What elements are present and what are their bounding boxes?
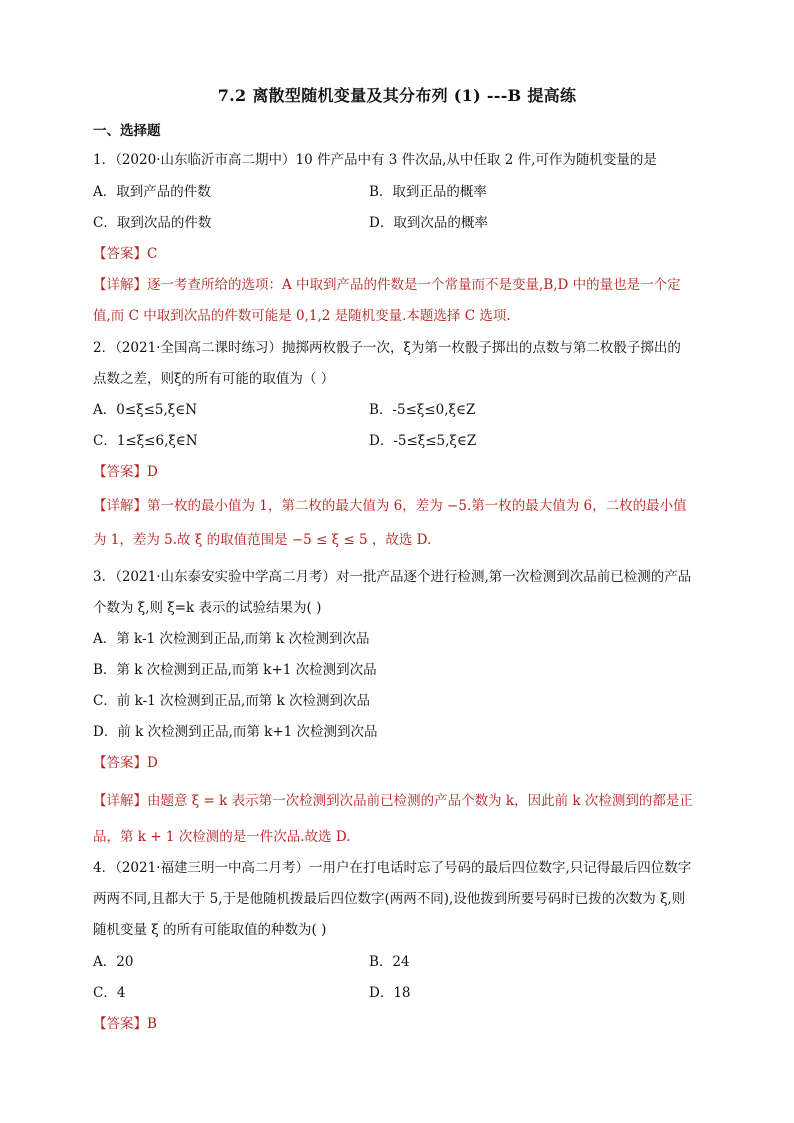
q1-option-b: B．取到正品的概率	[369, 184, 487, 200]
q3-option-a: A．第 k-1 次检测到正品,而第 k 次检测到次品	[93, 631, 370, 647]
q3-detail-line2: 品，第 k + 1 次检测的是一件次品.故选 D.	[93, 829, 351, 845]
q4-option-c: C．4	[93, 985, 126, 1001]
q4-answer: 【答案】B	[93, 1016, 157, 1032]
q3-detail-line1: 【详解】由题意 ξ = k 表示第一次检测到次品前已检测的产品个数为 k，因此前 k 次检测到的都是正	[93, 793, 693, 809]
q4-stem-line1: 4．（2021·福建三明一中高二月考）一用户在打电话时忘了号码的最后四位数字,只记得最后四位数字	[93, 860, 692, 876]
q1-option-a: A．取到产品的件数	[93, 184, 211, 200]
page-title: 7.2 离散型随机变量及其分布列 (1) ---B 提高练	[217, 86, 577, 105]
q1-answer: 【答案】C	[93, 246, 158, 262]
q4-option-a: A．20	[93, 954, 134, 970]
q2-option-d: D．-5≤ξ≤5,ξ∈Z	[369, 433, 477, 449]
q2-detail-line2: 为 1，差为 5.故 ξ 的取值范围是 −5 ≤ ξ ≤ 5 ，故选 D.	[93, 532, 432, 548]
q4-stem-line3: 随机变量 ξ 的所有可能取值的种数为( )	[93, 922, 327, 938]
q2-detail-line1: 【详解】第一枚的最小值为 1，第二枚的最大值为 6，差为 −5.第一枚的最大值为 6，二枚的最小值	[93, 498, 687, 514]
section-heading: 一、选择题	[93, 123, 161, 139]
q4-option-d: D．18	[369, 985, 411, 1001]
q3-option-c: C．前 k-1 次检测到正品,而第 k 次检测到次品	[93, 693, 371, 709]
q2-option-c: C．1≤ξ≤6,ξ∈N	[93, 433, 198, 449]
q1-option-c: C．取到次品的件数	[93, 215, 212, 231]
q2-answer: 【答案】D	[93, 464, 158, 480]
q2-stem-line1: 2．（2021·全国高二课时练习）抛掷两枚骰子一次，ξ为第一枚骰子掷出的点数与第二枚骰子掷出的	[93, 340, 681, 356]
q4-stem-line2: 两两不同,且都大于 5,于是他随机拨最后四位数字(两两不同),设他拨到所要号码时已拨的次数为 ξ,则	[93, 891, 686, 907]
q2-option-b: B．-5≤ξ≤0,ξ∈Z	[369, 402, 476, 418]
q1-detail-line2: 值,而 C 中取到次品的件数可能是 0,1,2 是随机变量.本题选择 C 选项.	[93, 308, 511, 324]
q3-option-d: D．前 k 次检测到正品,而第 k+1 次检测到次品	[93, 724, 378, 740]
q1-stem: 1．（2020·山东临沂市高二期中）10 件产品中有 3 件次品,从中任取 2 件,可作为随机变量的是	[93, 152, 657, 168]
q1-option-d: D．取到次品的概率	[369, 215, 488, 231]
q3-option-b: B．第 k 次检测到正品,而第 k+1 次检测到次品	[93, 662, 377, 678]
q3-answer: 【答案】D	[93, 755, 158, 771]
q3-stem-line2: 个数为 ξ,则 ξ=k 表示的试验结果为( )	[93, 600, 322, 616]
q2-option-a: A．0≤ξ≤5,ξ∈N	[93, 402, 198, 418]
q1-detail-line1: 【详解】逐一考查所给的选项：A 中取到产品的件数是一个常量而不是变量,B,D 中的量也是一个定	[93, 277, 681, 293]
q3-stem-line1: 3．（2021·山东泰安实验中学高二月考）对一批产品逐个进行检测,第一次检测到次品前已检测的产品	[93, 569, 692, 585]
q2-stem-line2: 点数之差，则ξ的所有可能的取值为（ ）	[93, 371, 335, 387]
q4-option-b: B．24	[369, 954, 410, 970]
